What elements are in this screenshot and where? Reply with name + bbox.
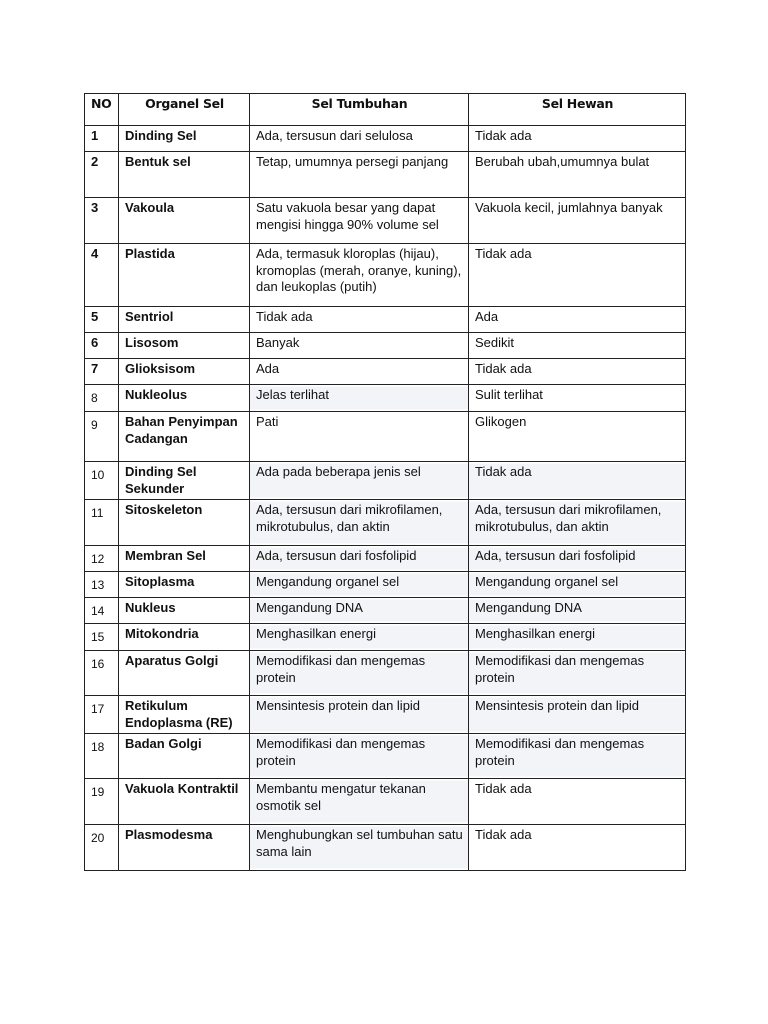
sel-hewan-cell: Tidak ada bbox=[469, 244, 686, 307]
organel-name: Plastida bbox=[119, 244, 250, 307]
organel-name: Vakuola Kontraktil bbox=[119, 779, 250, 825]
sel-hewan-cell: Memodifikasi dan mengemas protein bbox=[469, 651, 686, 696]
table-row bbox=[85, 198, 686, 244]
row-number: 15 bbox=[85, 624, 119, 651]
sel-tumbuhan-cell: Menghasilkan energi bbox=[250, 624, 469, 651]
organel-name: Glioksisom bbox=[119, 359, 250, 385]
row-number: 13 bbox=[85, 572, 119, 598]
sel-tumbuhan-cell: Mensintesis protein dan lipid bbox=[250, 696, 469, 734]
sel-hewan-cell: Tidak ada bbox=[469, 462, 686, 500]
table-row bbox=[85, 651, 686, 696]
row-number: 4 bbox=[85, 244, 119, 307]
organel-name: Sitoskeleton bbox=[119, 500, 250, 546]
sel-hewan-cell: Mensintesis protein dan lipid bbox=[469, 696, 686, 734]
table-row bbox=[85, 624, 686, 651]
organel-name: Sentriol bbox=[119, 307, 250, 333]
sel-tumbuhan-cell: Mengandung DNA bbox=[250, 598, 469, 624]
sel-hewan-cell: Memodifikasi dan mengemas protein bbox=[469, 734, 686, 779]
sel-tumbuhan-cell: Ada bbox=[250, 359, 469, 385]
table-header-row bbox=[85, 94, 686, 126]
sel-tumbuhan-cell: Banyak bbox=[250, 333, 469, 359]
table-row bbox=[85, 462, 686, 500]
row-number: 10 bbox=[85, 462, 119, 500]
row-number: 14 bbox=[85, 598, 119, 624]
header-sel-tumbuhan: Sel Tumbuhan bbox=[250, 94, 469, 126]
row-number: 16 bbox=[85, 651, 119, 696]
row-number: 5 bbox=[85, 307, 119, 333]
sel-hewan-cell: Berubah ubah,umumnya bulat bbox=[469, 152, 686, 198]
sel-hewan-cell: Tidak ada bbox=[469, 779, 686, 825]
organel-name: Nukleus bbox=[119, 598, 250, 624]
organel-name: Mitokondria bbox=[119, 624, 250, 651]
sel-hewan-cell: Tidak ada bbox=[469, 126, 686, 152]
sel-hewan-cell: Menghasilkan energi bbox=[469, 624, 686, 651]
table-row bbox=[85, 359, 686, 385]
sel-hewan-cell: Ada bbox=[469, 307, 686, 333]
table-row bbox=[85, 244, 686, 307]
sel-tumbuhan-cell: Satu vakuola besar yang dapat mengisi hingga 90% volume sel bbox=[250, 198, 469, 244]
header-sel-hewan: Sel Hewan bbox=[469, 94, 686, 126]
sel-tumbuhan-cell: Memodifikasi dan mengemas protein bbox=[250, 651, 469, 696]
organel-name: Bentuk sel bbox=[119, 152, 250, 198]
sel-tumbuhan-cell: Ada, termasuk kloroplas (hijau), kromoplas (merah, oranye, kuning), dan leukoplas (putih) bbox=[250, 244, 469, 307]
sel-hewan-cell: Mengandung DNA bbox=[469, 598, 686, 624]
sel-hewan-cell: Sedikit bbox=[469, 333, 686, 359]
sel-tumbuhan-cell: Menghubungkan sel tumbuhan satu sama lain bbox=[250, 825, 469, 871]
organel-name: Dinding Sel Sekunder bbox=[119, 462, 250, 500]
table-row bbox=[85, 734, 686, 779]
table-row bbox=[85, 126, 686, 152]
sel-tumbuhan-cell: Ada, tersusun dari mikrofilamen, mikrotubulus, dan aktin bbox=[250, 500, 469, 546]
row-number: 20 bbox=[85, 825, 119, 871]
table-row bbox=[85, 152, 686, 198]
row-number: 18 bbox=[85, 734, 119, 779]
row-number: 17 bbox=[85, 696, 119, 734]
table-row bbox=[85, 546, 686, 572]
table-row bbox=[85, 779, 686, 825]
table-row bbox=[85, 825, 686, 871]
sel-tumbuhan-cell: Tetap, umumnya persegi panjang bbox=[250, 152, 469, 198]
table-row bbox=[85, 307, 686, 333]
row-number: 12 bbox=[85, 546, 119, 572]
organel-name: Nukleolus bbox=[119, 385, 250, 412]
sel-hewan-cell: Ada, tersusun dari mikrofilamen, mikrotubulus, dan aktin bbox=[469, 500, 686, 546]
header-organel: Organel Sel bbox=[119, 94, 250, 126]
organel-name: Plasmodesma bbox=[119, 825, 250, 871]
sel-tumbuhan-cell: Memodifikasi dan mengemas protein bbox=[250, 734, 469, 779]
row-number: 8 bbox=[85, 385, 119, 412]
organel-name: Dinding Sel bbox=[119, 126, 250, 152]
organel-name: Vakoula bbox=[119, 198, 250, 244]
organel-name: Bahan Penyimpan Cadangan bbox=[119, 412, 250, 462]
row-number: 19 bbox=[85, 779, 119, 825]
row-number: 3 bbox=[85, 198, 119, 244]
table-row bbox=[85, 385, 686, 412]
sel-hewan-cell: Vakuola kecil, jumlahnya banyak bbox=[469, 198, 686, 244]
header-no: NO bbox=[85, 94, 119, 126]
organel-name: Sitoplasma bbox=[119, 572, 250, 598]
sel-hewan-cell: Glikogen bbox=[469, 412, 686, 462]
sel-hewan-cell: Mengandung organel sel bbox=[469, 572, 686, 598]
table-row bbox=[85, 500, 686, 546]
row-number: 7 bbox=[85, 359, 119, 385]
sel-hewan-cell: Tidak ada bbox=[469, 359, 686, 385]
row-number: 2 bbox=[85, 152, 119, 198]
sel-tumbuhan-cell: Tidak ada bbox=[250, 307, 469, 333]
organel-name: Membran Sel bbox=[119, 546, 250, 572]
table-row bbox=[85, 598, 686, 624]
organel-name: Aparatus Golgi bbox=[119, 651, 250, 696]
row-number: 6 bbox=[85, 333, 119, 359]
sel-tumbuhan-cell: Jelas terlihat bbox=[250, 385, 469, 412]
sel-tumbuhan-cell: Mengandung organel sel bbox=[250, 572, 469, 598]
sel-hewan-cell: Tidak ada bbox=[469, 825, 686, 871]
row-number: 1 bbox=[85, 126, 119, 152]
table-row bbox=[85, 696, 686, 734]
sel-tumbuhan-cell: Ada, tersusun dari selulosa bbox=[250, 126, 469, 152]
table-row bbox=[85, 333, 686, 359]
sel-tumbuhan-cell: Ada, tersusun dari fosfolipid bbox=[250, 546, 469, 572]
row-number: 9 bbox=[85, 412, 119, 462]
organel-comparison-table bbox=[84, 93, 686, 871]
sel-tumbuhan-cell: Pati bbox=[250, 412, 469, 462]
row-number: 11 bbox=[85, 500, 119, 546]
sel-hewan-cell: Sulit terlihat bbox=[469, 385, 686, 412]
table-row bbox=[85, 412, 686, 462]
organel-name: Lisosom bbox=[119, 333, 250, 359]
sel-tumbuhan-cell: Ada pada beberapa jenis sel bbox=[250, 462, 469, 500]
sel-tumbuhan-cell: Membantu mengatur tekanan osmotik sel bbox=[250, 779, 469, 825]
table-row bbox=[85, 572, 686, 598]
organel-name: Badan Golgi bbox=[119, 734, 250, 779]
organel-name: Retikulum Endoplasma (RE) bbox=[119, 696, 250, 734]
sel-hewan-cell: Ada, tersusun dari fosfolipid bbox=[469, 546, 686, 572]
